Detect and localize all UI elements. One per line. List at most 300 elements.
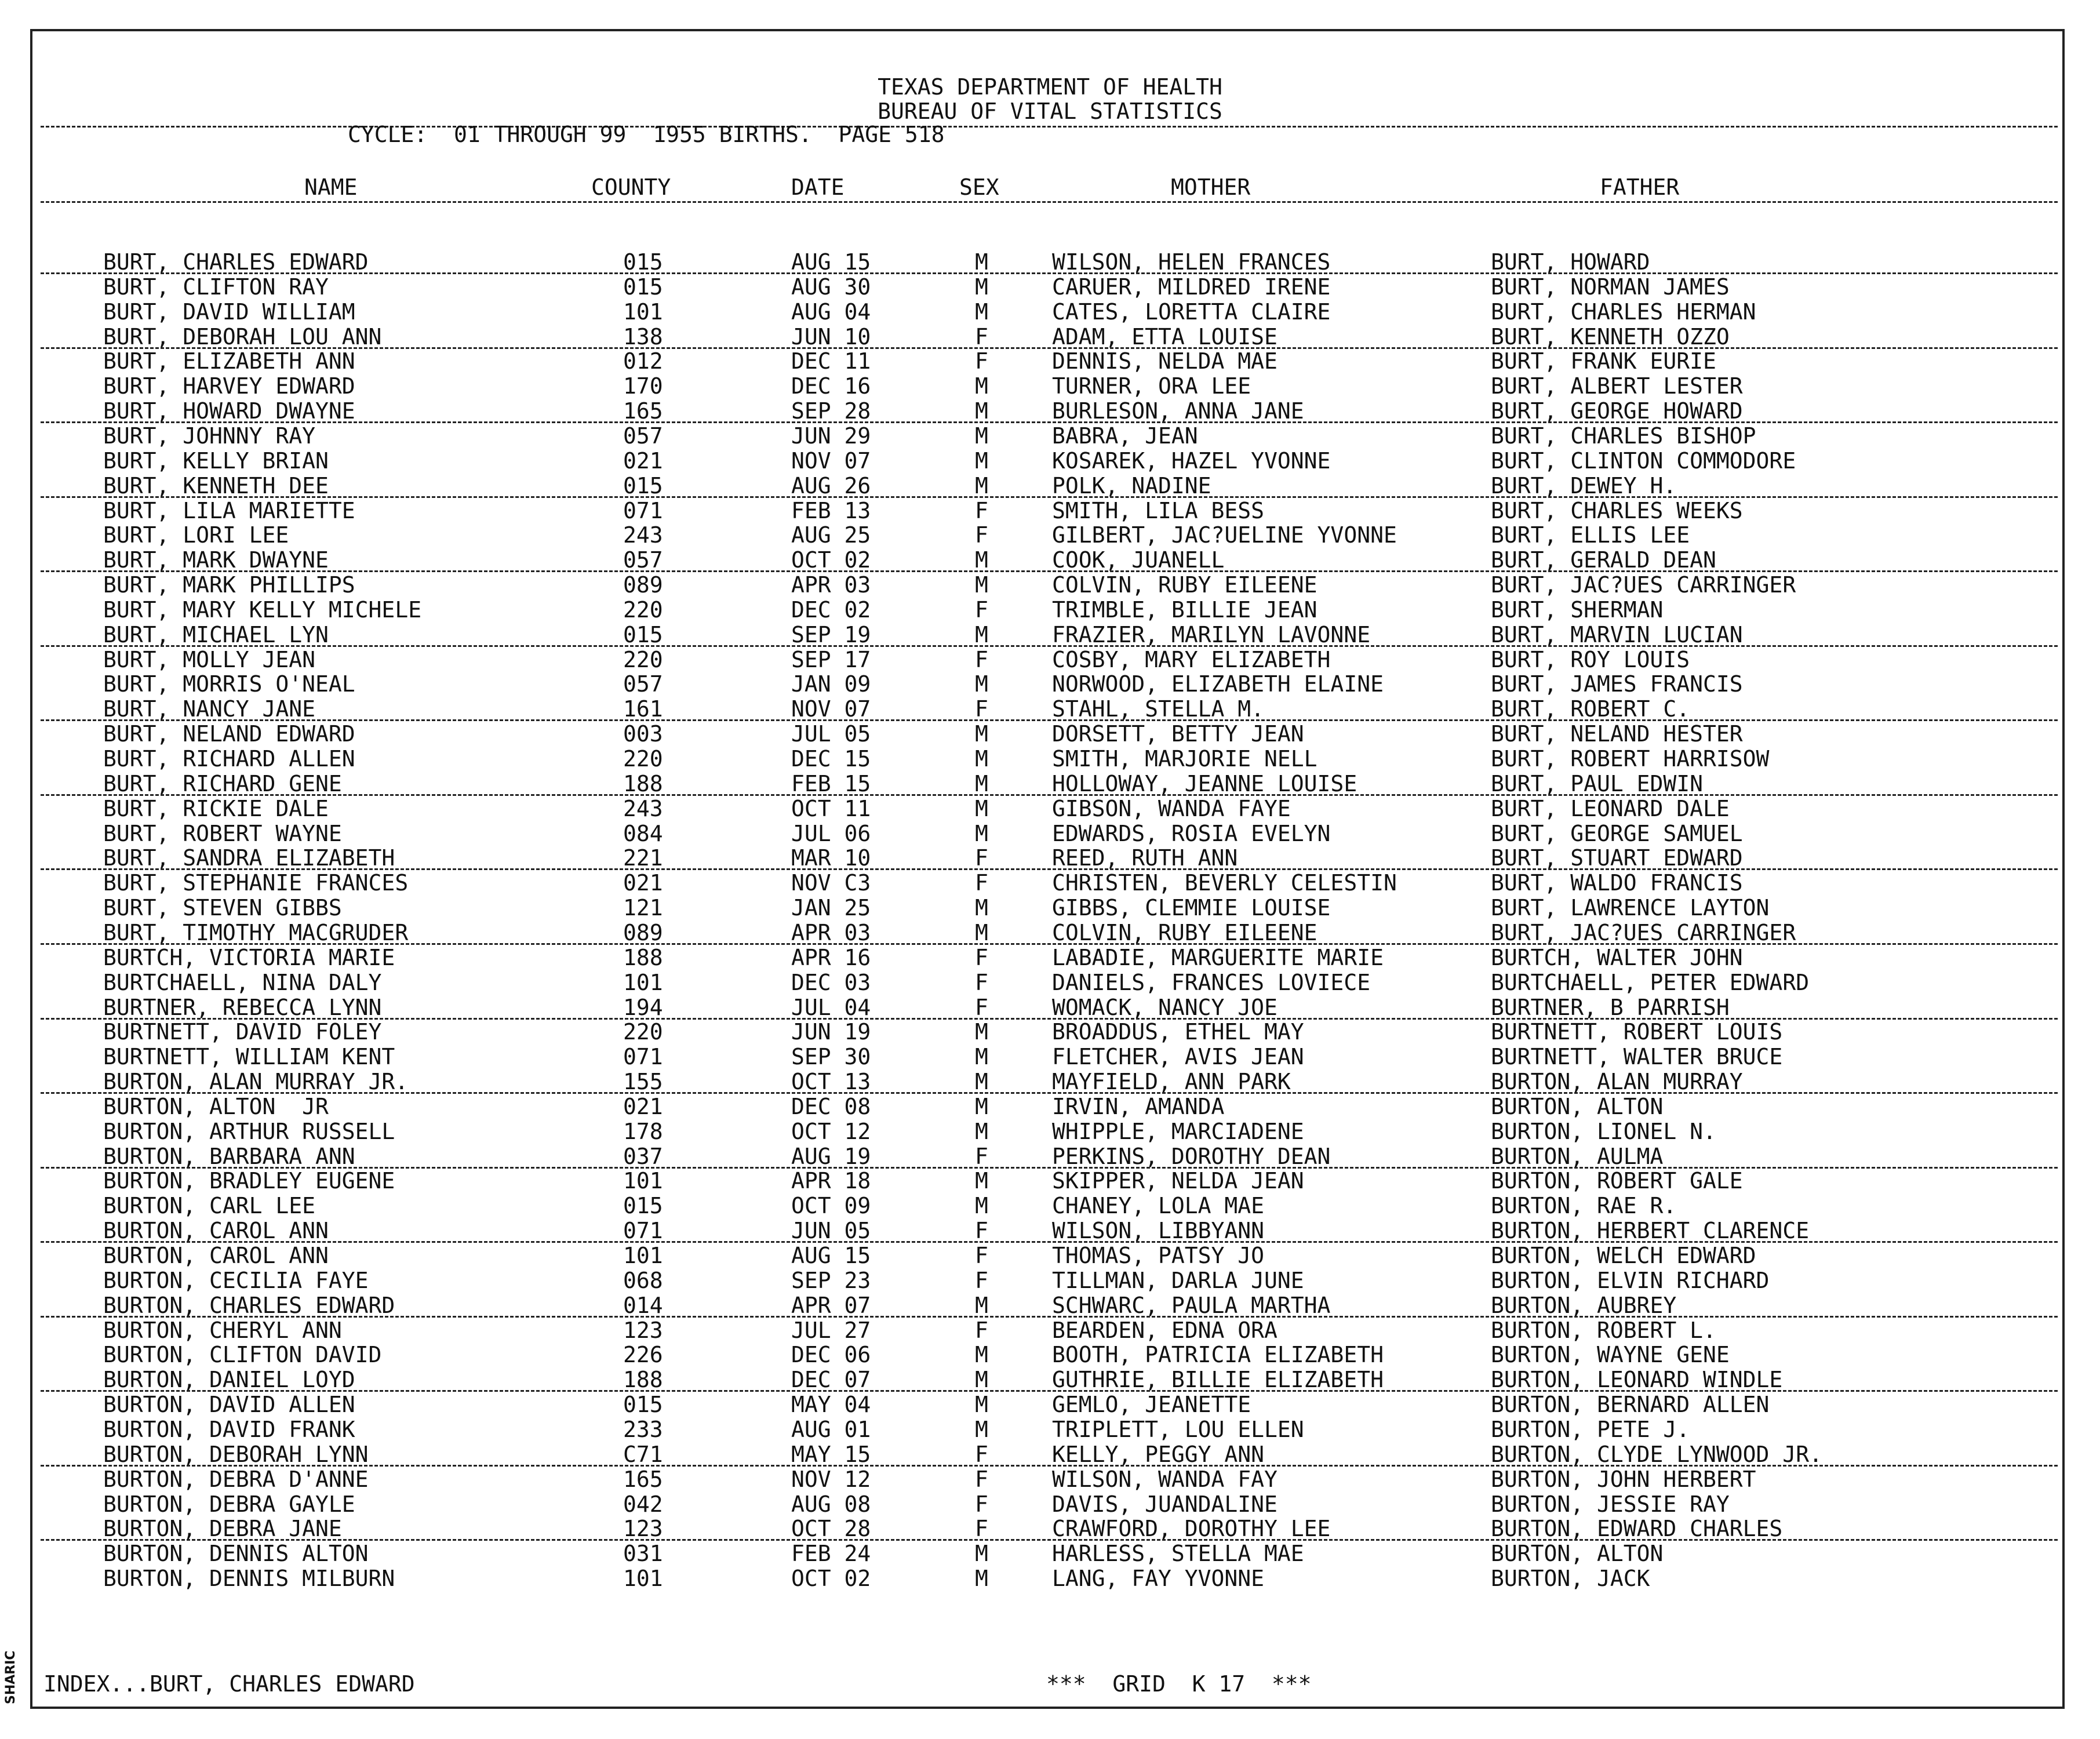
cell-mother: NORWOOD, ELIZABETH ELAINE <box>1052 671 1384 697</box>
cell-mother: CARUER, MILDRED IRENE <box>1052 274 1331 300</box>
table-row <box>0 946 2100 971</box>
cell-county: 015 <box>623 274 663 300</box>
table-row <box>0 573 2100 598</box>
table-row <box>0 1542 2100 1567</box>
row-group-rule <box>41 943 2058 945</box>
cell-father: BURT, CHARLES HERMAN <box>1491 299 1756 325</box>
cell-name: BURTON, DEBRA GAYLE <box>103 1491 355 1517</box>
cell-county: 021 <box>623 1093 663 1119</box>
table-row <box>0 623 2100 648</box>
cell-sex: M <box>975 1292 988 1318</box>
cell-date: DEC 02 <box>791 596 871 623</box>
cell-name: BURT, JOHNNY RAY <box>103 423 316 449</box>
row-group-rule <box>41 570 2058 572</box>
cell-name: BURT, STEPHANIE FRANCES <box>103 870 409 896</box>
row-group-rule <box>41 421 2058 423</box>
table-row <box>0 474 2100 499</box>
cell-county: 121 <box>623 895 663 921</box>
cell-county: 037 <box>623 1143 663 1169</box>
column-header-sex: SEX <box>959 174 999 200</box>
cell-name: BURT, MARY KELLY MICHELE <box>103 596 422 623</box>
cell-mother: COLVIN, RUBY EILEENE <box>1052 572 1317 598</box>
row-group-rule <box>41 794 2058 796</box>
cell-name: BURT, MICHAEL LYN <box>103 621 329 647</box>
cell-name: BURTON, DEBORAH LYNN <box>103 1441 369 1467</box>
cell-date: AUG 04 <box>791 299 871 325</box>
cell-date: AUG 19 <box>791 1143 871 1169</box>
header-bureau: BUREAU OF VITAL STATISTICS <box>878 99 1222 124</box>
cell-name: BURTON, DEBRA D'ANNE <box>103 1466 369 1492</box>
cell-mother: WILSON, HELEN FRANCES <box>1052 249 1331 275</box>
table-row <box>0 1045 2100 1070</box>
cell-father: BURTON, HERBERT CLARENCE <box>1491 1218 1810 1244</box>
cell-father: BURT, JAMES FRANCIS <box>1491 671 1743 697</box>
row-group-rule <box>41 1092 2058 1094</box>
cell-county: 194 <box>623 994 663 1020</box>
table-row <box>0 921 2100 946</box>
cell-sex: F <box>975 1491 988 1517</box>
cell-name: BURT, DEBORAH LOU ANN <box>103 323 382 350</box>
table-row <box>0 1468 2100 1493</box>
cell-name: BURT, SANDRA ELIZABETH <box>103 845 395 871</box>
cell-date: AUG 15 <box>791 1243 871 1268</box>
header-rule <box>41 126 2058 128</box>
cell-father: BURT, PAUL EDWIN <box>1491 770 1704 796</box>
cell-sex: M <box>975 721 988 747</box>
row-group-rule <box>41 496 2058 498</box>
cell-father: BURT, FRANK EURIE <box>1491 348 1716 374</box>
table-row <box>0 672 2100 697</box>
table-row <box>0 399 2100 424</box>
cell-name: BURTON, BRADLEY EUGENE <box>103 1168 395 1194</box>
cell-father: BURT, WALDO FRANCIS <box>1491 870 1743 896</box>
cell-date: OCT 13 <box>791 1069 871 1095</box>
cell-sex: M <box>975 1069 988 1095</box>
cell-name: BURTON, DEBRA JANE <box>103 1516 342 1542</box>
table-row <box>0 1145 2100 1170</box>
cell-father: BURT, ELLIS LEE <box>1491 522 1690 548</box>
table-row <box>0 350 2100 374</box>
table-row <box>0 1095 2100 1120</box>
cell-date: MAY 04 <box>791 1392 871 1418</box>
table-row <box>0 1493 2100 1518</box>
row-group-rule <box>41 645 2058 647</box>
cell-sex: M <box>975 299 988 325</box>
cell-father: BURT, CLINTON COMMODORE <box>1491 448 1796 474</box>
cell-mother: DENNIS, NELDA MAE <box>1052 348 1278 374</box>
cell-mother: IRVIN, AMANDA <box>1052 1093 1225 1119</box>
cell-name: BURT, ROBERT WAYNE <box>103 820 342 846</box>
cell-sex: M <box>975 1566 988 1592</box>
cell-name: BURTON, CECILIA FAYE <box>103 1267 369 1293</box>
cell-county: 188 <box>623 1367 663 1393</box>
cell-mother: BROADDUS, ETHEL MAY <box>1052 1019 1304 1045</box>
table-row <box>0 1020 2100 1045</box>
cell-date: OCT 12 <box>791 1118 871 1144</box>
table-row <box>0 1120 2100 1145</box>
cell-father: BURTON, LIONEL N. <box>1491 1118 1716 1144</box>
cell-county: 012 <box>623 348 663 374</box>
cell-date: DEC 06 <box>791 1342 871 1368</box>
cell-name: BURTNER, REBECCA LYNN <box>103 994 382 1020</box>
cell-mother: BURLESON, ANNA JANE <box>1052 398 1304 424</box>
cell-father: BURTON, ALAN MURRAY <box>1491 1069 1743 1095</box>
cell-county: 057 <box>623 423 663 449</box>
cell-mother: SMITH, LILA BESS <box>1052 497 1265 523</box>
cell-sex: M <box>975 895 988 921</box>
cell-mother: WHIPPLE, MARCIADENE <box>1052 1118 1304 1144</box>
cell-father: BURT, HOWARD <box>1491 249 1650 275</box>
cell-mother: MAYFIELD, ANN PARK <box>1052 1069 1291 1095</box>
cell-date: SEP 17 <box>791 646 871 672</box>
cell-date: JUL 06 <box>791 820 871 846</box>
cell-name: BURTCHAELL, NINA DALY <box>103 969 382 995</box>
cell-sex: F <box>975 1143 988 1169</box>
table-row <box>0 1219 2100 1244</box>
cell-name: BURT, MARK PHILLIPS <box>103 572 355 598</box>
table-row <box>0 846 2100 871</box>
cell-sex: M <box>975 472 988 499</box>
cell-sex: M <box>975 795 988 821</box>
cell-father: BURT, NORMAN JAMES <box>1491 274 1730 300</box>
cell-date: APR 18 <box>791 1168 871 1194</box>
cell-county: 243 <box>623 522 663 548</box>
table-row <box>0 871 2100 896</box>
cell-father: BURTON, ALTON <box>1491 1541 1664 1567</box>
cell-father: BURT, SHERMAN <box>1491 596 1664 623</box>
cell-name: BURTON, DANIEL LOYD <box>103 1367 355 1393</box>
cell-date: AUG 15 <box>791 249 871 275</box>
cell-mother: WILSON, LIBBYANN <box>1052 1218 1265 1244</box>
cell-father: BURTON, ALTON <box>1491 1093 1664 1119</box>
cell-sex: F <box>975 1466 988 1492</box>
cell-sex: F <box>975 696 988 722</box>
cell-mother: DANIELS, FRANCES LOVIECE <box>1052 969 1371 995</box>
cell-date: SEP 19 <box>791 621 871 647</box>
table-row <box>0 300 2100 325</box>
column-header-name: NAME <box>304 174 358 200</box>
table-row <box>0 1567 2100 1592</box>
cell-county: 021 <box>623 870 663 896</box>
cell-name: BURTON, CLIFTON DAVID <box>103 1342 382 1368</box>
cell-sex: M <box>975 1118 988 1144</box>
cell-father: BURTNETT, WALTER BRUCE <box>1491 1044 1783 1070</box>
cell-name: BURT, RICHARD GENE <box>103 770 342 796</box>
cell-father: BURT, ROBERT HARRISOW <box>1491 746 1770 772</box>
cell-date: JUL 27 <box>791 1317 871 1343</box>
cell-name: BURTON, ALTON JR <box>103 1093 329 1119</box>
cell-mother: DAVIS, JUANDALINE <box>1052 1491 1278 1517</box>
cell-sex: F <box>975 522 988 548</box>
cell-county: C71 <box>623 1441 663 1467</box>
cell-date: DEC 07 <box>791 1367 871 1393</box>
cell-county: 015 <box>623 1392 663 1418</box>
cell-mother: DORSETT, BETTY JEAN <box>1052 721 1304 747</box>
cell-father: BURT, KENNETH OZZO <box>1491 323 1730 350</box>
cell-date: NOV C3 <box>791 870 871 896</box>
cell-county: 123 <box>623 1516 663 1542</box>
cell-date: OCT 11 <box>791 795 871 821</box>
cell-mother: ADAM, ETTA LOUISE <box>1052 323 1278 350</box>
cell-father: BURT, GERALD DEAN <box>1491 547 1716 573</box>
row-group-rule <box>41 1167 2058 1169</box>
cell-county: 233 <box>623 1416 663 1442</box>
cell-name: BURTON, DAVID FRANK <box>103 1416 355 1442</box>
cell-county: 138 <box>623 323 663 350</box>
table-row <box>0 648 2100 673</box>
cell-sex: M <box>975 1193 988 1219</box>
cell-county: 165 <box>623 1466 663 1492</box>
cell-sex: M <box>975 1367 988 1393</box>
cell-father: BURTON, BERNARD ALLEN <box>1491 1392 1770 1418</box>
table-row <box>0 697 2100 722</box>
cell-date: NOV 07 <box>791 448 871 474</box>
cell-name: BURT, HOWARD DWAYNE <box>103 398 355 424</box>
cell-mother: KELLY, PEGGY ANN <box>1052 1441 1265 1467</box>
row-group-rule <box>41 1018 2058 1020</box>
cell-mother: GIBBS, CLEMMIE LOUISE <box>1052 895 1331 921</box>
cell-mother: TRIMBLE, BILLIE JEAN <box>1052 596 1317 623</box>
cell-father: BURTON, LEONARD WINDLE <box>1491 1367 1783 1393</box>
cell-father: BURTON, WAYNE GENE <box>1491 1342 1730 1368</box>
cell-mother: BEARDEN, EDNA ORA <box>1052 1317 1278 1343</box>
cell-sex: F <box>975 1441 988 1467</box>
cell-date: AUG 25 <box>791 522 871 548</box>
cell-date: AUG 08 <box>791 1491 871 1517</box>
cell-date: JUL 05 <box>791 721 871 747</box>
cell-sex: M <box>975 572 988 598</box>
table-row <box>0 1070 2100 1095</box>
cell-county: 220 <box>623 646 663 672</box>
table-row <box>0 449 2100 474</box>
cell-name: BURTNETT, DAVID FOLEY <box>103 1019 382 1045</box>
cell-county: 123 <box>623 1317 663 1343</box>
cell-father: BURT, ROY LOUIS <box>1491 646 1690 672</box>
cell-mother: POLK, NADINE <box>1052 472 1211 499</box>
cell-sex: F <box>975 1267 988 1293</box>
table-row <box>0 1418 2100 1443</box>
cell-county: 188 <box>623 770 663 796</box>
cell-mother: COLVIN, RUBY EILEENE <box>1052 919 1317 945</box>
cell-mother: TURNER, ORA LEE <box>1052 373 1251 399</box>
cell-date: JUN 19 <box>791 1019 871 1045</box>
cell-sex: M <box>975 448 988 474</box>
cell-county: 170 <box>623 373 663 399</box>
cell-name: BURTON, BARBARA ANN <box>103 1143 355 1169</box>
cell-date: NOV 12 <box>791 1466 871 1492</box>
cell-sex: F <box>975 944 988 970</box>
cell-father: BURT, JAC?UES CARRINGER <box>1491 572 1796 598</box>
table-row <box>0 275 2100 300</box>
cell-date: JUL 04 <box>791 994 871 1020</box>
cell-father: BURT, GEORGE HOWARD <box>1491 398 1743 424</box>
cell-sex: M <box>975 423 988 449</box>
cell-mother: COSBY, MARY ELIZABETH <box>1052 646 1331 672</box>
cell-county: 089 <box>623 572 663 598</box>
cell-date: MAR 10 <box>791 845 871 871</box>
cell-county: 015 <box>623 249 663 275</box>
row-group-rule <box>41 1316 2058 1318</box>
cell-mother: GILBERT, JAC?UELINE YVONNE <box>1052 522 1397 548</box>
cell-county: 165 <box>623 398 663 424</box>
table-row <box>0 722 2100 747</box>
cell-father: BURT, CHARLES WEEKS <box>1491 497 1743 523</box>
cell-county: 226 <box>623 1342 663 1368</box>
cell-name: BURT, LILA MARIETTE <box>103 497 355 523</box>
cell-name: BURTON, CHARLES EDWARD <box>103 1292 395 1318</box>
cell-date: FEB 13 <box>791 497 871 523</box>
cell-father: BURTON, JESSIE RAY <box>1491 1491 1730 1517</box>
cell-name: BURT, RICKIE DALE <box>103 795 329 821</box>
cell-father: BURTCHAELL, PETER EDWARD <box>1491 969 1810 995</box>
table-row <box>0 1194 2100 1219</box>
cell-date: MAY 15 <box>791 1441 871 1467</box>
cell-mother: BABRA, JEAN <box>1052 423 1198 449</box>
cell-father: BURT, ALBERT LESTER <box>1491 373 1743 399</box>
table-row <box>0 1269 2100 1294</box>
cell-sex: F <box>975 596 988 623</box>
cell-mother: KOSAREK, HAZEL YVONNE <box>1052 448 1331 474</box>
cell-name: BURT, CHARLES EDWARD <box>103 249 369 275</box>
cell-date: AUG 30 <box>791 274 871 300</box>
cell-father: BURT, CHARLES BISHOP <box>1491 423 1756 449</box>
cell-county: 015 <box>623 1193 663 1219</box>
cell-father: BURTON, CLYDE LYNWOOD JR. <box>1491 1441 1822 1467</box>
cell-father: BURTNER, B PARRISH <box>1491 994 1730 1020</box>
cell-county: 101 <box>623 1243 663 1268</box>
cell-mother: EDWARDS, ROSIA EVELYN <box>1052 820 1331 846</box>
cell-name: BURT, TIMOTHY MACGRUDER <box>103 919 409 945</box>
cell-name: BURT, KENNETH DEE <box>103 472 329 499</box>
cell-name: BURTON, ARTHUR RUSSELL <box>103 1118 395 1144</box>
cell-father: BURTON, JACK <box>1491 1566 1650 1592</box>
cell-county: 220 <box>623 596 663 623</box>
table-row <box>0 1319 2100 1344</box>
cell-sex: M <box>975 373 988 399</box>
cell-sex: M <box>975 1392 988 1418</box>
cell-county: 057 <box>623 671 663 697</box>
cell-mother: PERKINS, DOROTHY DEAN <box>1052 1143 1331 1169</box>
cell-sex: F <box>975 323 988 350</box>
table-row <box>0 1343 2100 1368</box>
cell-sex: M <box>975 746 988 772</box>
cell-name: BURT, HARVEY EDWARD <box>103 373 355 399</box>
cell-father: BURT, LAWRENCE LAYTON <box>1491 895 1770 921</box>
cell-date: OCT 09 <box>791 1193 871 1219</box>
cell-father: BURTNETT, ROBERT LOUIS <box>1491 1019 1783 1045</box>
cell-father: BURTON, AUBREY <box>1491 1292 1677 1318</box>
cell-sex: M <box>975 398 988 424</box>
cell-mother: CHANEY, LOLA MAE <box>1052 1193 1265 1219</box>
cell-date: NOV 07 <box>791 696 871 722</box>
cell-sex: M <box>975 1541 988 1567</box>
table-row <box>0 1169 2100 1194</box>
cell-date: JAN 09 <box>791 671 871 697</box>
table-row <box>0 747 2100 772</box>
cell-date: APR 16 <box>791 944 871 970</box>
cell-mother: GIBSON, WANDA FAYE <box>1052 795 1291 821</box>
cell-county: 089 <box>623 919 663 945</box>
cell-father: BURT, DEWEY H. <box>1491 472 1677 499</box>
cell-mother: SCHWARC, PAULA MARTHA <box>1052 1292 1331 1318</box>
row-group-rule <box>41 719 2058 721</box>
cell-name: BURTON, ALAN MURRAY JR. <box>103 1069 409 1095</box>
cell-date: FEB 24 <box>791 1541 871 1567</box>
cell-father: BURTCH, WALTER JOHN <box>1491 944 1743 970</box>
cell-sex: F <box>975 870 988 896</box>
cell-sex: M <box>975 919 988 945</box>
cell-county: 042 <box>623 1491 663 1517</box>
cell-county: 021 <box>623 448 663 474</box>
cell-name: BURT, MORRIS O'NEAL <box>103 671 355 697</box>
cell-sex: F <box>975 1218 988 1244</box>
cell-sex: M <box>975 249 988 275</box>
cell-name: BURT, NANCY JANE <box>103 696 316 722</box>
cell-sex: M <box>975 671 988 697</box>
table-row <box>0 499 2100 524</box>
cell-county: 221 <box>623 845 663 871</box>
cell-county: 243 <box>623 795 663 821</box>
cell-sex: M <box>975 1044 988 1070</box>
cell-sex: F <box>975 1317 988 1343</box>
cell-mother: GEMLO, JEANETTE <box>1052 1392 1251 1418</box>
table-row <box>0 250 2100 275</box>
table-row <box>0 797 2100 822</box>
table-row <box>0 325 2100 350</box>
table-row <box>0 424 2100 449</box>
table-row <box>0 1517 2100 1542</box>
cell-father: BURTON, ROBERT L. <box>1491 1317 1716 1343</box>
cell-sex: M <box>975 770 988 796</box>
cell-county: 178 <box>623 1118 663 1144</box>
cell-sex: F <box>975 646 988 672</box>
cell-father: BURTON, WELCH EDWARD <box>1491 1243 1756 1268</box>
table-row <box>0 896 2100 921</box>
cell-name: BURT, CLIFTON RAY <box>103 274 329 300</box>
cell-mother: LABADIE, MARGUERITE MARIE <box>1052 944 1384 970</box>
cell-date: APR 03 <box>791 919 871 945</box>
row-group-rule <box>41 272 2058 274</box>
cell-date: DEC 16 <box>791 373 871 399</box>
cell-father: BURT, STUART EDWARD <box>1491 845 1743 871</box>
table-row <box>0 996 2100 1021</box>
cell-sex: M <box>975 1342 988 1368</box>
cell-name: BURT, STEVEN GIBBS <box>103 895 342 921</box>
footer-index: INDEX...BURT, CHARLES EDWARD <box>43 1671 415 1697</box>
cell-county: 101 <box>623 1566 663 1592</box>
cell-father: BURT, NELAND HESTER <box>1491 721 1743 747</box>
cell-mother: COOK, JUANELL <box>1052 547 1225 573</box>
cell-name: BURTCH, VICTORIA MARIE <box>103 944 395 970</box>
cell-name: BURTON, CAROL ANN <box>103 1218 329 1244</box>
cell-county: 071 <box>623 1218 663 1244</box>
cell-mother: HARLESS, STELLA MAE <box>1052 1541 1304 1567</box>
table-row <box>0 971 2100 996</box>
cell-sex: M <box>975 1093 988 1119</box>
table-row <box>0 1368 2100 1393</box>
cell-sex: F <box>975 994 988 1020</box>
cell-mother: SKIPPER, NELDA JEAN <box>1052 1168 1304 1194</box>
cell-father: BURT, ROBERT C. <box>1491 696 1690 722</box>
cell-date: AUG 26 <box>791 472 871 499</box>
cell-date: JUN 29 <box>791 423 871 449</box>
cell-date: AUG 01 <box>791 1416 871 1442</box>
cell-county: 161 <box>623 696 663 722</box>
cell-date: JUN 10 <box>791 323 871 350</box>
cell-mother: SMITH, MARJORIE NELL <box>1052 746 1317 772</box>
cell-name: BURT, ELIZABETH ANN <box>103 348 355 374</box>
cell-county: 057 <box>623 547 663 573</box>
